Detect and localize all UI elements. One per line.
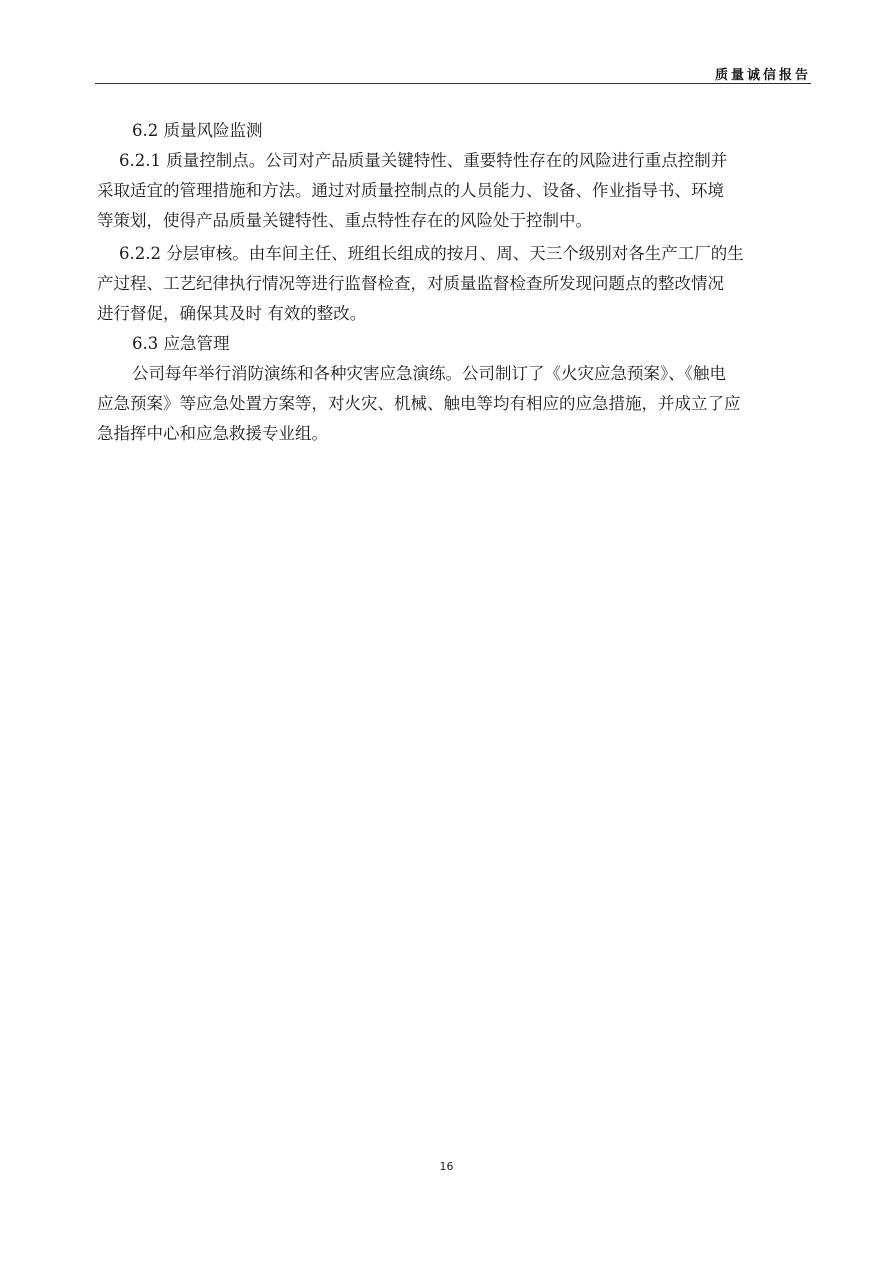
paragraph-line: 6.2.2 分层审核。由车间主任、班组长组成的按月、周、天三个级别对各生产工厂的生: [119, 244, 744, 263]
paragraph-line: 公司每年举行消防演练和各种灾害应急演练。公司制订了《火灾应急预案》、《触电: [132, 364, 726, 383]
paragraph-line: 急指挥中心和应急救援专业组。: [97, 424, 328, 443]
paragraph-line: 应急预案》等应急处置方案等，对火灾、机械、触电等均有相应的应急措施，并成立了应: [97, 394, 741, 413]
document-body: [97, 116, 809, 449]
paragraph-line: 采取适宜的管理措施和方法。通过对质量控制点的人员能力、设备、作业指导书、环境: [97, 181, 724, 200]
page-number: 16: [439, 1160, 454, 1173]
paragraph-6-2-1: [97, 146, 809, 236]
paragraph-line: 产过程、工艺纪律执行情况等进行监督检查，对质量监督检查所发现问题点的整改情况: [97, 274, 724, 293]
paragraph-line: 进行督促，确保其及时 有效的整改。: [97, 304, 367, 323]
header-divider: [95, 83, 811, 84]
paragraph-6-2-2: [97, 239, 809, 329]
section-heading-6-3: 6.3 应急管理: [132, 334, 230, 353]
paragraph-line: 6.2.1 质量控制点。公司对产品质量关键特性、重要特性存在的风险进行重点控制并: [119, 151, 728, 170]
section-heading-6-2: 6.2 质量风险监测: [132, 121, 263, 140]
page-header-title: 质量诚信报告: [714, 68, 811, 83]
paragraph-line: 等策划，使得产品质量关键特性、重点特性存在的风险处于控制中。: [97, 211, 592, 230]
paragraph-6-3: [97, 359, 809, 449]
